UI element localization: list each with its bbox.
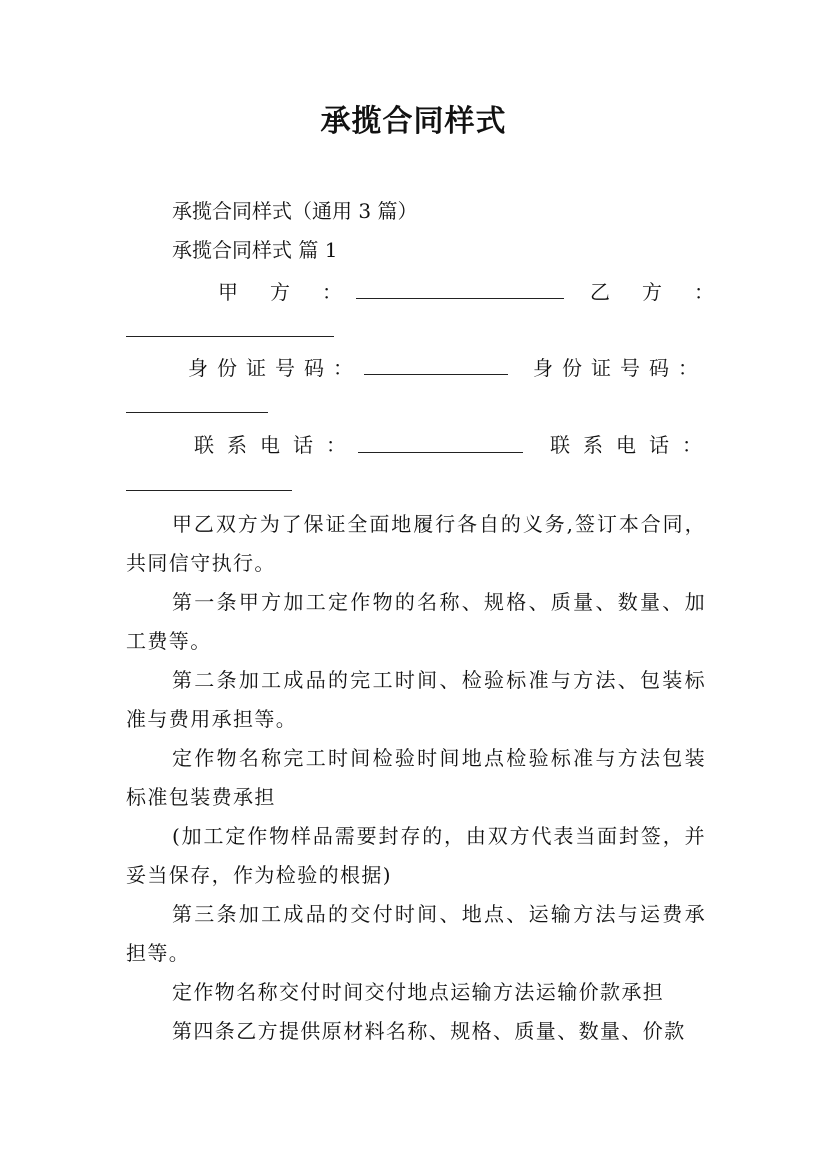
id-a-blank [364, 374, 508, 375]
phone-b-label: 联系电话： [550, 433, 715, 457]
paragraph-delivery-fields: 定作物名称交付时间交付地点运输方法运输价款承担 [172, 980, 665, 1004]
paragraph-article-2: 第二条加工成品的完工时间、检验标准与方法、包装标准与费用承担等。 [126, 668, 706, 731]
id-a-label: 身份证号码： [188, 356, 362, 380]
phone-b-blank [126, 490, 292, 491]
paragraph-article-4: 第四条乙方提供原材料名称、规格、质量、数量、价款 [172, 1019, 686, 1043]
party-b-label: 乙 方 ： [590, 280, 720, 304]
party-b-blank [126, 336, 334, 337]
phone-a-blank [358, 452, 523, 453]
phone-a-label: 联系电话： [194, 433, 359, 457]
party-a-blank [356, 298, 564, 299]
id-b-blank [126, 412, 268, 413]
party-a-label: 甲 方 ： [218, 280, 348, 304]
paragraph-completion-fields: 定作物名称完工时间检验时间地点检验标准与方法包装标准包装费承担 [126, 746, 706, 809]
document-title: 承揽合同样式 [320, 104, 507, 139]
document-subtitle: 承揽合同样式（通用 3 篇） [172, 199, 418, 223]
section-heading: 承揽合同样式 篇 1 [172, 238, 338, 262]
paragraph-sample-note: (加工定作物样品需要封存的，由双方代表当面封签，并妥当保存，作为检验的根据) [126, 824, 706, 887]
paragraph-article-1: 第一条甲方加工定作物的名称、规格、质量、数量、加工费等。 [126, 590, 706, 653]
paragraph-intro: 甲乙双方为了保证全面地履行各自的义务,签订本合同，共同信守执行。 [126, 512, 706, 575]
paragraph-article-3: 第三条加工成品的交付时间、地点、运输方法与运费承担等。 [126, 902, 706, 965]
id-b-label: 身份证号码： [533, 356, 707, 380]
